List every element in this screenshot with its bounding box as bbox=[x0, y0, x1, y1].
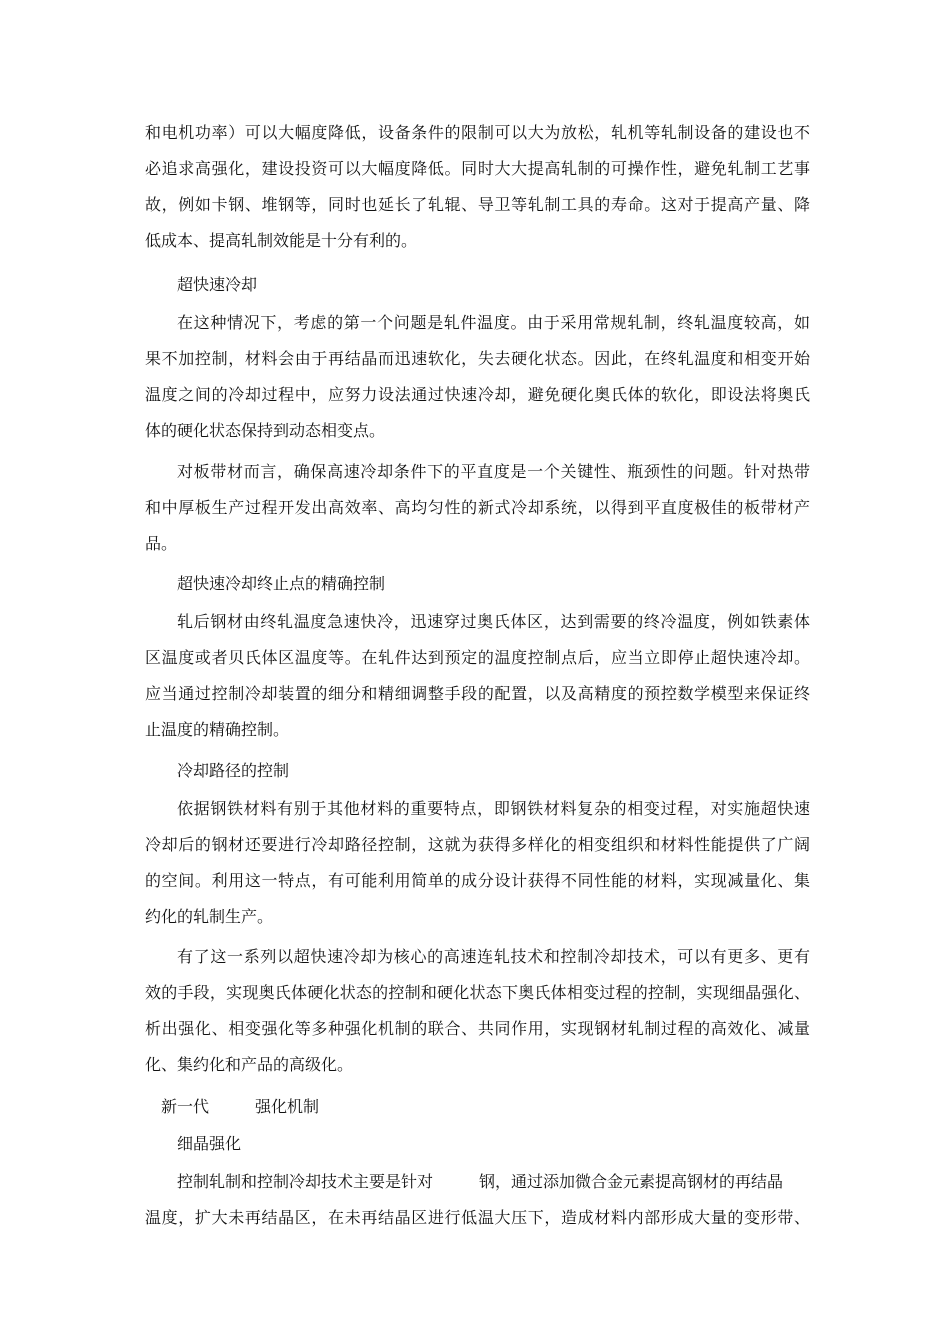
paragraph-line: 有了这一系列以超快速冷却为核心的高速连轧技术和控制冷却技术，可以有更多、更有 bbox=[177, 947, 810, 966]
paragraph-line bbox=[177, 1172, 783, 1192]
section-heading: 超快速冷却终止点的精确控制 bbox=[177, 574, 386, 593]
section-heading bbox=[161, 1097, 319, 1117]
paragraph-line: 对板带材而言，确保高速冷却条件下的平直度是一个关键性、瓶颈性的问题。针对热带 bbox=[177, 462, 810, 481]
paragraph-line: 止温度的精确控制。 bbox=[145, 720, 290, 739]
paragraph-line: 和中厚板生产过程开发出高效率、高均匀性的新式冷却系统，以得到平直度极佳的板带材产 bbox=[145, 498, 810, 517]
heading-part: 强化机制 bbox=[255, 1097, 320, 1116]
paragraph-line: 化、集约化和产品的高级化。 bbox=[145, 1055, 354, 1074]
paragraph-line: 依据钢铁材料有别于其他材料的重要特点，即钢铁材料复杂的相变过程，对实施超快速 bbox=[177, 799, 810, 818]
paragraph-line: 析出强化、相变强化等多种强化机制的联合、共同作用，实现钢材轧制过程的高效化、减量 bbox=[145, 1019, 810, 1038]
section-heading: 冷却路径的控制 bbox=[177, 761, 290, 780]
paragraph-line: 体的硬化状态保持到动态相变点。 bbox=[145, 421, 386, 440]
paragraph-line: 和电机功率）可以大幅度降低，设备条件的限制可以大为放松，轧机等轧制设备的建设也不 bbox=[145, 123, 810, 142]
paragraph-line: 轧后钢材由终轧温度急速快冷，迅速穿过奥氏体区，达到需要的终冷温度，例如铁素体 bbox=[177, 612, 810, 631]
paragraph-line: 必追求高强化，建设投资可以大幅度降低。同时大大提高轧制的可操作性，避免轧制工艺事 bbox=[145, 159, 810, 178]
paragraph-line: 故，例如卡钢、堆钢等，同时也延长了轧辊、导卫等轧制工具的寿命。这对于提高产量、降 bbox=[145, 195, 810, 214]
paragraph-line: 温度，扩大未再结晶区，在未再结晶区进行低温大压下，造成材料内部形成大量的变形带、 bbox=[145, 1208, 810, 1227]
text-part: 控制轧制和控制冷却技术主要是针对 bbox=[177, 1172, 434, 1191]
paragraph-line: 在这种情况下，考虑的第一个问题是轧件温度。由于采用常规轧制，终轧温度较高，如 bbox=[177, 313, 810, 332]
paragraph-line: 应当通过控制冷却装置的细分和精细调整手段的配置，以及高精度的预控数学模型来保证终 bbox=[145, 684, 810, 703]
paragraph-line: 冷却后的钢材还要进行冷却路径控制，这就为获得多样化的相变组织和材料性能提供了广阔 bbox=[145, 835, 810, 854]
paragraph-line: 温度之间的冷却过程中，应努力设法通过快速冷却，避免硬化奥氏体的软化，即设法将奥氏 bbox=[145, 385, 810, 404]
section-heading: 超快速冷却 bbox=[177, 275, 258, 294]
heading-part: 新一代 bbox=[161, 1097, 210, 1116]
paragraph-line: 约化的轧制生产。 bbox=[145, 907, 274, 926]
paragraph-line: 区温度或者贝氏体区温度等。在轧件达到预定的温度控制点后，应当立即停止超快速冷却。 bbox=[145, 648, 810, 667]
text-part: 钢，通过添加微合金元素提高钢材的再结晶 bbox=[479, 1172, 784, 1191]
paragraph-line: 品。 bbox=[145, 534, 178, 553]
paragraph-line: 的空间。利用这一特点，有可能利用简单的成分设计获得不同性能的材料，实现减量化、集 bbox=[145, 871, 810, 890]
section-heading: 细晶强化 bbox=[177, 1134, 242, 1153]
paragraph-line: 低成本、提高轧制效能是十分有利的。 bbox=[145, 231, 418, 250]
paragraph-line: 果不加控制，材料会由于再结晶而迅速软化，失去硬化状态。因此，在终轧温度和相变开始 bbox=[145, 349, 810, 368]
paragraph-line: 效的手段，实现奥氏体硬化状态的控制和硬化状态下奥氏体相变过程的控制，实现细晶强化、 bbox=[145, 983, 810, 1002]
